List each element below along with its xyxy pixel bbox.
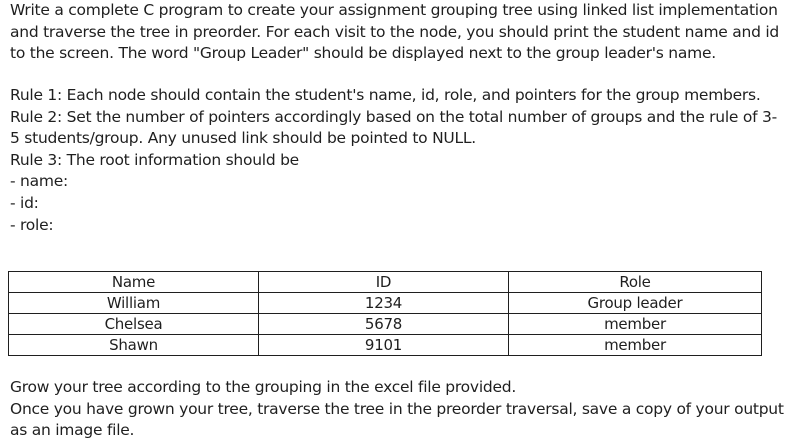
cell-name: Shawn [9, 335, 259, 356]
table-row [9, 293, 762, 314]
cell-name: William [9, 293, 259, 314]
student-table [8, 271, 762, 356]
cell-id: 9101 [259, 335, 509, 356]
header-id: ID [259, 272, 509, 293]
rule-2-line: Rule 2: Set the number of pointers accordingly based on the total number of groups and the rule of 3- [10, 107, 777, 126]
rules-section [10, 85, 800, 236]
instructions-line: to the screen. The word "Group Leader" should be displayed next to the group leader's name. [10, 44, 716, 63]
cell-role: member [509, 335, 762, 356]
cell-id: 1234 [259, 293, 509, 314]
header-role: Role [509, 272, 762, 293]
instructions-paragraph [10, 0, 800, 65]
closing-line: as an image file. [10, 421, 135, 440]
cell-role: member [509, 314, 762, 335]
table-row [9, 314, 762, 335]
table-row [9, 335, 762, 356]
cell-role: Group leader [509, 293, 762, 314]
cell-id: 5678 [259, 314, 509, 335]
instructions-line: Write a complete C program to create your assignment grouping tree using linked list implementation [10, 1, 778, 19]
table-header-row [9, 272, 762, 293]
rule-1-line: Rule 1: Each node should contain the student's name, id, role, and pointers for the group members. [10, 86, 761, 104]
closing-line: Grow your tree according to the grouping in the excel file provided. [10, 378, 517, 396]
cell-name: Chelsea [9, 314, 259, 335]
root-name-line: - name: [10, 172, 68, 191]
rule-2-continuation: 5 students/group. Any unused link should be pointed to NULL. [10, 129, 476, 148]
rule-3-line: Rule 3: The root information should be [10, 150, 299, 169]
header-name: Name [9, 272, 259, 293]
root-role-line: - role: [10, 215, 54, 234]
closing-line: Once you have grown your tree, traverse the tree in the preorder traversal, save a copy of your output [10, 399, 784, 418]
root-id-line: - id: [10, 193, 39, 212]
instructions-line: and traverse the tree in preorder. For each visit to the node, you should print the student name and id [10, 22, 780, 41]
closing-instructions [10, 377, 800, 442]
